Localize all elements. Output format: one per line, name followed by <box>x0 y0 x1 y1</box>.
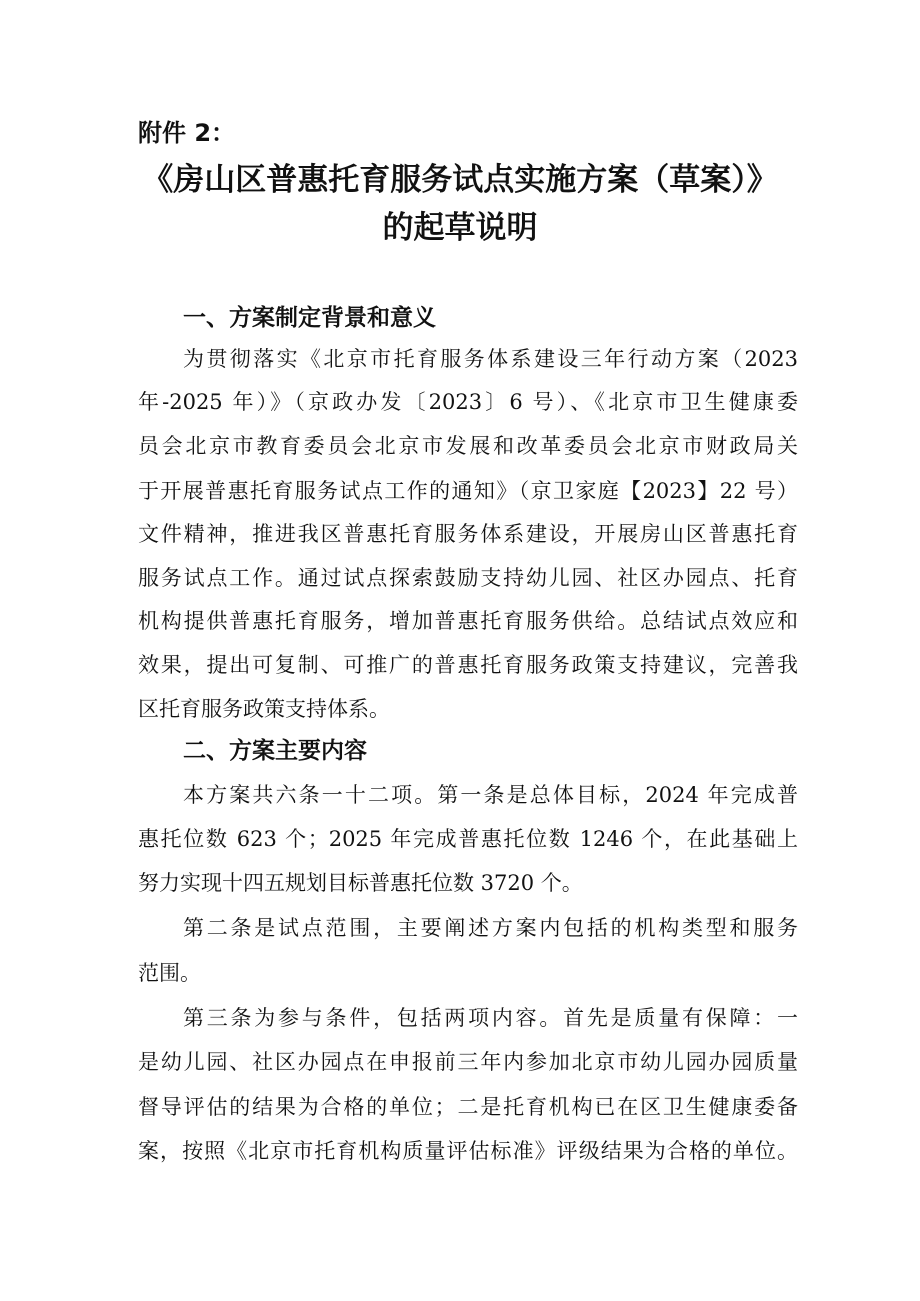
section-1-line: 年-2025 年）》（京政办发〔2023〕6 号）、《北京市卫生健康委 <box>138 390 798 414</box>
section-1-line: 区托育服务政策支持体系。 <box>138 697 390 721</box>
section-1-line: 为贯彻落实《北京市托育服务体系建设三年行动方案（2023 <box>183 347 798 371</box>
section-1-line: 于开展普惠托育服务试点工作的通知》（京卫家庭【2023】22 号） <box>138 479 798 503</box>
section-1-line: 机构提供普惠托育服务，增加普惠托育服务供给。总结试点效应和 <box>138 609 798 633</box>
document-title-line-2: 的起草说明 <box>382 210 538 246</box>
section-1-line: 文件精神，推进我区普惠托育服务体系建设，开展房山区普惠托育 <box>138 522 798 546</box>
section-2-para-1-line: 本方案共六条一十二项。第一条是总体目标，2024 年完成普 <box>183 783 798 807</box>
section-1-line: 效果，提出可复制、可推广的普惠托育服务政策支持建议，完善我 <box>138 653 798 677</box>
section-2-para-3-line: 督导评估的结果为合格的单位；二是托育机构已在区卫生健康委备 <box>138 1095 798 1119</box>
section-1-heading: 一、方案制定背景和意义 <box>183 305 436 331</box>
section-1-line: 员会北京市教育委员会北京市发展和改革委员会北京市财政局关 <box>138 434 798 458</box>
section-2-para-3-line: 第三条为参与条件，包括两项内容。首先是质量有保障：一 <box>183 1006 798 1030</box>
section-1-line: 服务试点工作。通过试点探索鼓励支持幼儿园、社区办园点、托育 <box>138 566 798 590</box>
section-2-para-2-line: 范围。 <box>138 961 201 985</box>
document-title-line-1: 《房山区普惠托育服务试点实施方案（草案）》 <box>142 162 778 198</box>
attachment-label: 附件 2： <box>138 119 236 147</box>
section-2-para-3-line: 是幼儿园、社区办园点在申报前三年内参加北京市幼儿园办园质量 <box>138 1050 798 1074</box>
section-2-heading: 二、方案主要内容 <box>183 738 367 764</box>
section-2-para-3-line: 案，按照《北京市托育机构质量评估标准》评级结果为合格的单位。 <box>138 1139 798 1163</box>
section-2-para-1-line: 惠托位数 623 个；2025 年完成普惠托位数 1246 个，在此基础上 <box>138 827 798 851</box>
section-2-para-2-line: 第二条是试点范围，主要阐述方案内包括的机构类型和服务 <box>183 916 798 940</box>
section-2-para-1-line: 努力实现十四五规划目标普惠托位数 3720 个。 <box>138 871 583 895</box>
